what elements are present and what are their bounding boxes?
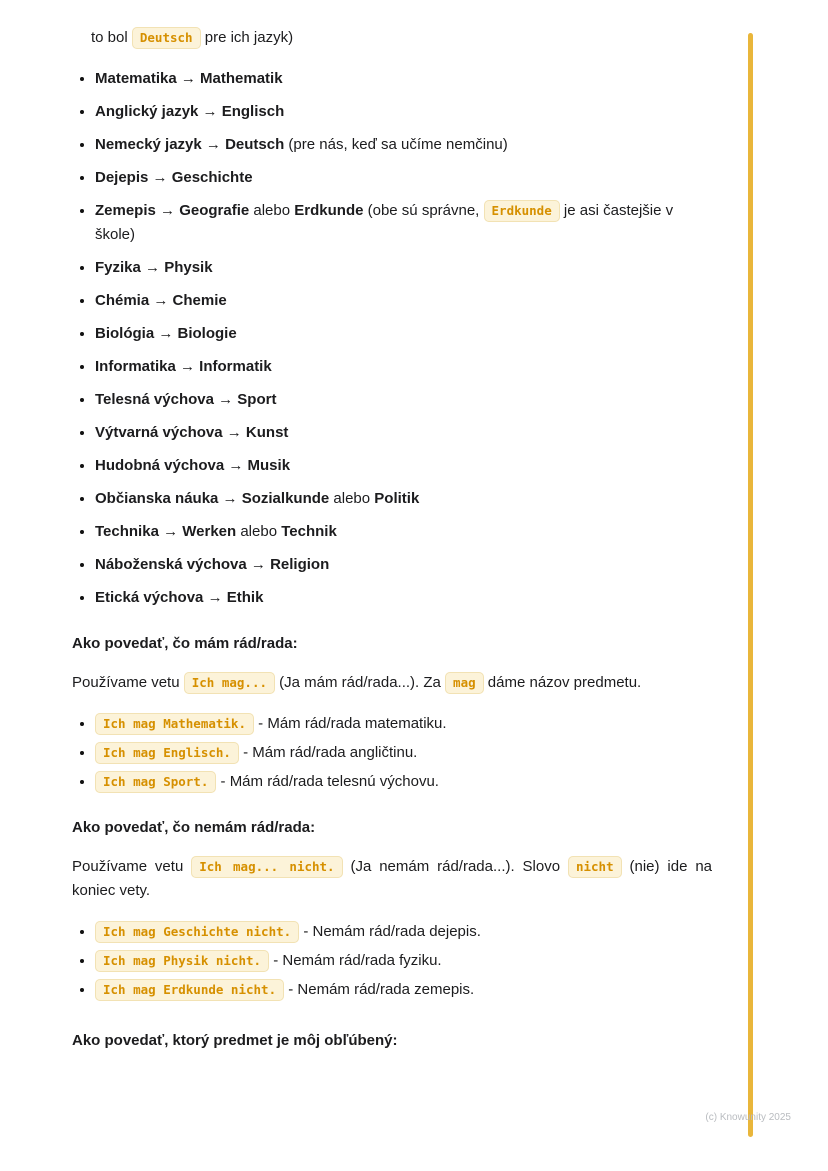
list-item (95, 322, 712, 346)
text-segment: dáme názov predmetu. (483, 674, 642, 691)
list-item (95, 133, 712, 157)
text-segment: (Ja nemám rád/rada...). Slovo (342, 858, 568, 875)
watermark: (c) Knowunity 2025 (705, 1112, 791, 1123)
subject-list (72, 67, 712, 610)
list-item (95, 388, 712, 412)
text-segment: Občianska náuka → Sozialkunde (95, 490, 330, 507)
text-segment: Zemepis → Geografie (95, 202, 250, 219)
text-segment: Biológia → Biologie (95, 325, 237, 342)
text-segment: Telesná výchova → Sport (95, 391, 277, 408)
list-item (95, 199, 712, 247)
list-item (95, 355, 712, 379)
text-segment: Technika → Werken (95, 523, 237, 540)
text-segment: Používame vetu (72, 858, 192, 875)
example-list-dislike (72, 920, 712, 1002)
text-segment: (Ja mám rád/rada...). Za (275, 674, 446, 691)
inline-code: Ich mag... (184, 672, 275, 694)
document-content (72, 26, 712, 1068)
paragraph-dislike (72, 855, 712, 903)
section-heading-favorite (72, 1029, 712, 1053)
text-segment: Hudobná výchova → Musik (95, 457, 291, 474)
inline-code: Ich mag Physik nicht. (95, 950, 269, 972)
text-segment: Používame vetu (72, 674, 184, 691)
text-segment: alebo (236, 523, 282, 540)
list-item (95, 256, 712, 280)
text-segment: Matematika → Mathematik (95, 70, 283, 87)
list-item (95, 553, 712, 577)
text-segment: - Nemám rád/rada zemepis. (284, 981, 475, 998)
text-segment: (pre nás, keď sa učíme nemčinu) (284, 136, 508, 153)
list-item (95, 520, 712, 544)
inline-code: Erdkunde (484, 200, 560, 222)
inline-code: Deutsch (132, 27, 201, 49)
text-segment: Anglický jazyk → Englisch (95, 103, 285, 120)
text-segment: Informatika → Informatik (95, 358, 272, 375)
inline-code: Ich mag Erdkunde nicht. (95, 979, 284, 1001)
inline-code: Ich mag Englisch. (95, 742, 239, 764)
list-item (95, 100, 712, 124)
text-segment: - Mám rád/rada matematiku. (254, 715, 447, 732)
text-segment: Fyzika → Physik (95, 259, 213, 276)
inline-code: mag (445, 672, 484, 694)
inline-code: nicht (568, 856, 622, 878)
list-item (95, 949, 712, 973)
paragraph-like (72, 671, 712, 695)
list-item (95, 487, 712, 511)
inline-code: Ich mag Mathematik. (95, 713, 254, 735)
list-item (95, 454, 712, 478)
list-item (95, 586, 712, 610)
text-segment: je asi častejšie v škole) (95, 202, 674, 243)
vertical-accent-bar (748, 33, 753, 1137)
text-segment: - Mám rád/rada angličtinu. (238, 744, 418, 761)
intro-line (91, 26, 712, 50)
text-segment: - Nemám rád/rada dejepis. (299, 923, 481, 940)
inline-code: Ich mag... nicht. (191, 856, 342, 878)
text-segment: Ako povedať, ktorý predmet je môj obľúbený: (72, 1032, 398, 1049)
list-item (95, 920, 712, 944)
text-segment: Ako povedať, čo mám rád/rada: (72, 635, 298, 652)
text-segment: Politik (374, 490, 420, 507)
text-segment: Etická výchova → Ethik (95, 589, 264, 606)
list-item (95, 978, 712, 1002)
section-heading-like (72, 632, 712, 656)
text-segment: Erdkunde (294, 202, 364, 219)
list-item (95, 421, 712, 445)
text-segment: Výtvarná výchova → Kunst (95, 424, 289, 441)
text-segment: Náboženská výchova → Religion (95, 556, 330, 573)
text-segment: - Mám rád/rada telesnú výchovu. (216, 773, 439, 790)
text-segment: Technik (281, 523, 337, 540)
inline-code: Ich mag Sport. (95, 771, 216, 793)
list-item (95, 741, 712, 765)
list-item (95, 712, 712, 736)
inline-code: Ich mag Geschichte nicht. (95, 921, 299, 943)
example-list-like (72, 712, 712, 794)
text-segment: - Nemám rád/rada fyziku. (269, 952, 442, 969)
text-segment: alebo (249, 202, 295, 219)
text-segment: Nemecký jazyk → Deutsch (95, 136, 285, 153)
list-item (95, 67, 712, 91)
text-segment: pre ich jazyk) (200, 29, 294, 46)
text-segment: to bol (91, 29, 132, 46)
list-item (95, 770, 712, 794)
list-item (95, 289, 712, 313)
text-segment: alebo (329, 490, 375, 507)
text-segment: (obe sú správne, (363, 202, 484, 219)
text-segment: Dejepis → Geschichte (95, 169, 253, 186)
list-item (95, 166, 712, 190)
text-segment: Chémia → Chemie (95, 292, 227, 309)
text-segment: (nie) ide na koniec vety. (72, 858, 713, 899)
section-heading-dislike (72, 816, 712, 840)
text-segment: Ako povedať, čo nemám rád/rada: (72, 819, 316, 836)
